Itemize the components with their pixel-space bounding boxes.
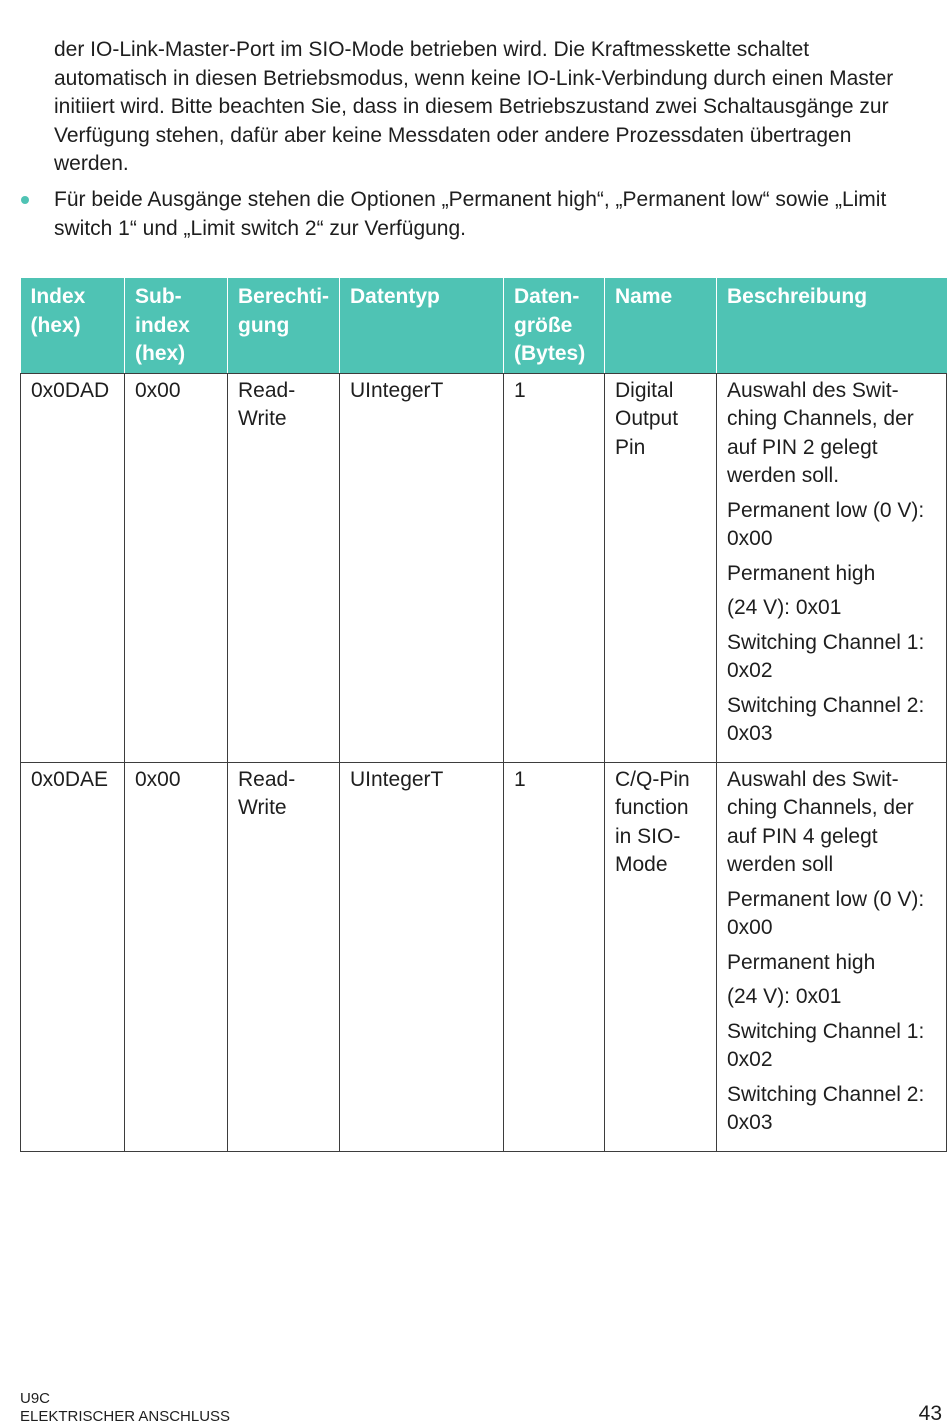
cell-description bbox=[717, 762, 947, 1151]
description-option: (24 V): 0x01 bbox=[727, 596, 842, 619]
bullet-item: Für beide Ausgänge stehen die Optionen „Permanent high“, „Permanent low“ sowie „Limit switch 1“ und „Limit switch 2“ zur Verfügung. bbox=[54, 188, 887, 240]
cell-description bbox=[717, 373, 947, 762]
intro-paragraph: der IO-Link-Master-Port im SIO-Mode betrieben wird. Die Kraftmesskette schaltet automatisch in diesen Betriebsmodus, wenn keine IO-Link-Verbindung durch einen Master initiiert wird. Bitte beachten Sie, dass in diesem Betriebszustand zwei Schaltausgänge zur Verfügung stehen, dafür aber keine Messdaten oder andere Prozessdaten übertragen werden. bbox=[54, 38, 894, 175]
cell-subindex: 0x00 bbox=[125, 373, 228, 762]
header-datatype: Datentyp bbox=[340, 278, 504, 373]
header-index: Index (hex) bbox=[21, 278, 125, 373]
bullet-icon bbox=[21, 196, 29, 204]
description-option: Permanent high bbox=[727, 561, 876, 585]
header-description: Beschreibung bbox=[717, 278, 947, 373]
footer-product: U9C bbox=[20, 1390, 51, 1407]
cell-name: Digital Output Pin bbox=[605, 373, 717, 762]
description-option: Switching Channel 2: 0x03 bbox=[727, 1082, 925, 1134]
description-text: Auswahl des Swit-ching Channels, der auf PIN 4 gelegt werden soll bbox=[727, 767, 914, 876]
cell-size: 1 bbox=[504, 373, 605, 762]
description-option: Permanent low (0 V): 0x00 bbox=[727, 498, 925, 550]
cell-size: 1 bbox=[504, 762, 605, 1151]
cell-index: 0x0DAD bbox=[21, 373, 125, 762]
cell-subindex: 0x00 bbox=[125, 762, 228, 1151]
description-option: Switching Channel 1: 0x02 bbox=[727, 630, 925, 682]
footer bbox=[20, 1390, 230, 1426]
cell-access: Read-Write bbox=[228, 373, 340, 762]
header-subindex: Sub-index (hex) bbox=[125, 278, 228, 373]
description-option: Permanent high bbox=[727, 950, 876, 974]
cell-access: Read-Write bbox=[228, 762, 340, 1151]
cell-datatype: UIntegerT bbox=[340, 762, 504, 1151]
cell-name: C/Q-Pin function in SIO-Mode bbox=[605, 762, 717, 1151]
table-row bbox=[21, 762, 947, 1151]
description-option: Permanent low (0 V): 0x00 bbox=[727, 887, 925, 939]
header-size: Daten-größe (Bytes) bbox=[504, 278, 605, 373]
description-option: (24 V): 0x01 bbox=[727, 985, 842, 1008]
description-text: Auswahl des Swit-ching Channels, der auf PIN 2 gelegt werden soll. bbox=[727, 378, 914, 487]
cell-index: 0x0DAE bbox=[21, 762, 125, 1151]
table-row bbox=[21, 373, 947, 762]
cell-datatype: UIntegerT bbox=[340, 373, 504, 762]
table-header-row bbox=[21, 278, 947, 373]
page-number: 43 bbox=[918, 1402, 942, 1425]
description-option: Switching Channel 1: 0x02 bbox=[727, 1019, 925, 1071]
footer-section: ELEKTRISCHER ANSCHLUSS bbox=[20, 1408, 231, 1425]
header-name: Name bbox=[605, 278, 717, 373]
description-option: Switching Channel 2: 0x03 bbox=[727, 693, 925, 745]
parameter-table bbox=[20, 278, 947, 1152]
header-access: Berechti-gung bbox=[228, 278, 340, 373]
